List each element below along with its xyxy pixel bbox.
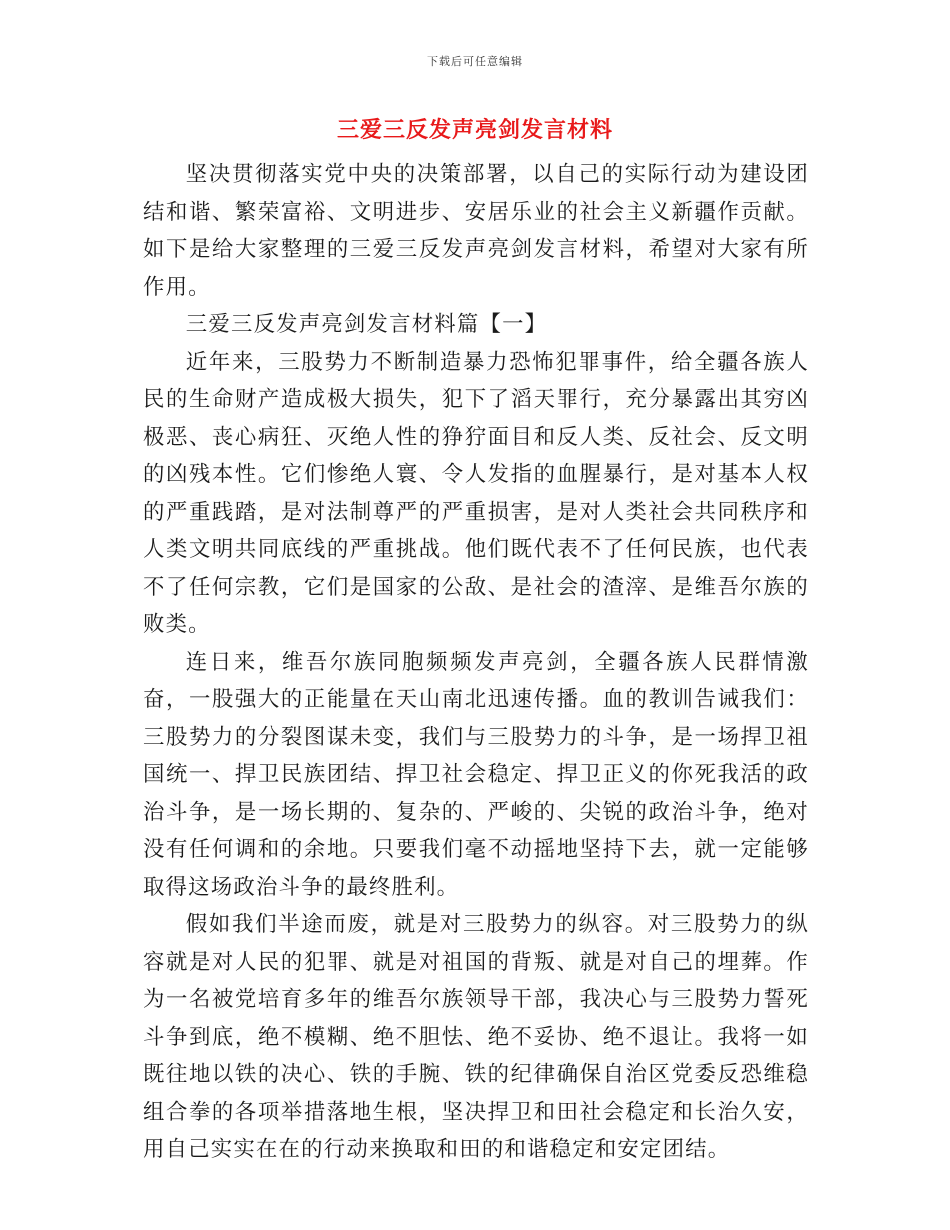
document-title: 三爱三反发声亮剑发言材料 <box>336 117 613 143</box>
body-paragraph-2: 连日来，维吾尔族同胞频频发声亮剑，全疆各族人民群情激奋，一股强大的正能量在天山南北迅速传播。血的教训告诫我们：三股势力的分裂图谋未变，我们与三股势力的斗争，是一场捍卫祖国统一、捍卫民族团结、捍卫社会稳定、捍卫正义的你死我活的政治斗争，是一场长期的、复杂的、严峻的、尖锐的政治斗争，绝对没有任何调和的余地。只要我们毫不动摇地坚持下去，就一定能够取得这场政治斗争的最终胜利。 <box>143 649 809 900</box>
document-body <box>143 156 809 1169</box>
body-paragraph-1: 近年来，三股势力不断制造暴力恐怖犯罪事件，给全疆各族人民的生命财产造成极大损失，犯下了滔天罪行，充分暴露出其穷凶极恶、丧心病狂、灭绝人性的狰狞面目和反人类、反社会、反文明的凶残本性。它们惨绝人寰、令人发指的血腥暴行，是对基本人权的严重践踏，是对法制尊严的严重损害，是对人类社会共同秩序和人类文明共同底线的严重挑战。他们既代表不了任何民族，也代表不了任何宗教，它们是国家的公敌、是社会的渣滓、是维吾尔族的败类。 <box>143 349 809 637</box>
intro-paragraph: 坚决贯彻落实党中央的决策部署，以自己的实际行动为建设团结和谐、繁荣富裕、文明进步、安居乐业的社会主义新疆作贡献。如下是给大家整理的三爱三反发声亮剑发言材料，希望对大家有所作用。 <box>143 162 809 300</box>
header-note: 下载后可任意编辑 <box>427 55 523 68</box>
body-paragraph-3: 假如我们半途而废，就是对三股势力的纵容。对三股势力的纵容就是对人民的犯罪、就是对祖国的背叛、就是对自己的埋葬。作为一名被党培育多年的维吾尔族领导干部，我决心与三股势力誓死斗争到底，绝不模糊、绝不胆怯、绝不妥协、绝不退让。我将一如既往地以铁的决心、铁的手腕、铁的纪律确保自治区党委反恐维稳组合拳的各项举措落地生根，坚决捍卫和田社会稳定和长治久安，用自己实实在在的行动来换取和田的和谐稳定和安定团结。 <box>143 912 809 1162</box>
section-heading: 三爱三反发声亮剑发言材料篇【一】 <box>185 312 548 337</box>
